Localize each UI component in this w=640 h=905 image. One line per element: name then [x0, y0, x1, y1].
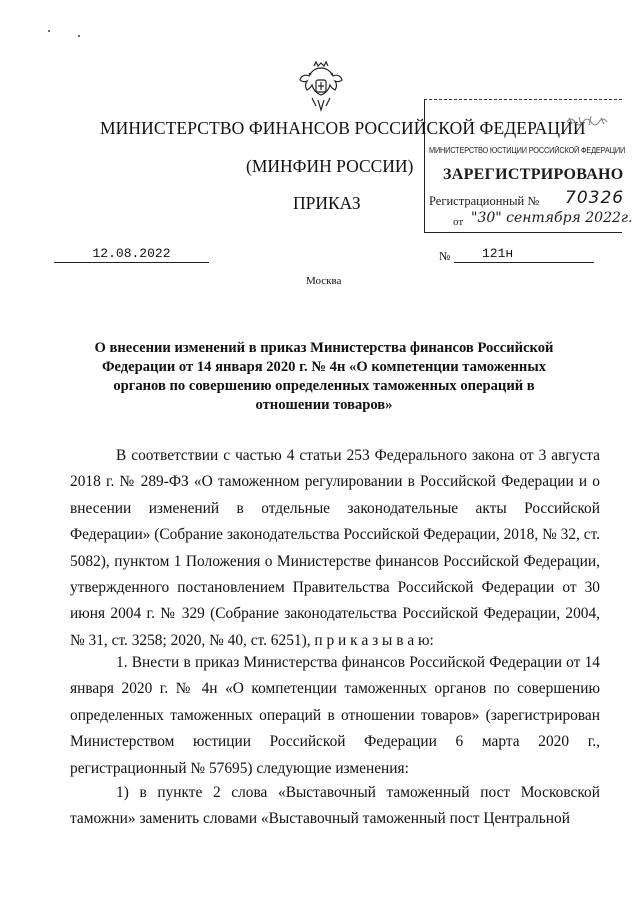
scan-speck [78, 35, 80, 37]
ministry-title: МИНИСТЕРСТВО ФИНАНСОВ РОССИЙСКОЙ ФЕДЕРАЦИИ [100, 118, 586, 138]
city: Москва [306, 275, 342, 287]
order-date: 12.08.2022 [54, 246, 209, 263]
body-paragraph-item-1: 1. Внести в приказ Министерства финансов Российской Федерации от 14 января 2020 г. № 4н «О компетенции таможенных органов по совершению определенных таможенных операций в отношении товаров» (зарегистрирован Министерством юстиции Российской Федерации 6 марта 2020 г., регистрационный № 57695) следующие изменения: [70, 654, 600, 777]
body-paragraph-subitem-1: 1) в пункте 2 слова «Выставочный таможенный пост Московской таможни» заменить словами «Выставочный таможенный пост Центральной [70, 784, 600, 828]
stamp-regnum-value: 70326 [565, 188, 625, 208]
stamp-registered-label: ЗАРЕГИСТРИРОВАНО [443, 166, 624, 183]
stamp-smudge-icon [565, 114, 613, 128]
stamp-ministry-name: МИНИСТЕРСТВО ЮСТИЦИИ РОССИЙСКОЙ ФЕДЕРАЦИИ [429, 146, 626, 155]
order-number: 121н [454, 246, 594, 263]
document-type: ПРИКАЗ [293, 193, 361, 213]
coat-of-arms-icon [298, 60, 344, 112]
registration-stamp [424, 99, 633, 233]
scan-speck [48, 30, 50, 32]
order-heading: О внесении изменений в приказ Министерства финансов Российской Федерации от 14 января 2020 г. № 4н «О компетенции таможенных органов по совершению определенных таможенных операций в отношении товаров» [94, 340, 554, 413]
ministry-short-name: (МИНФИН РОССИИ) [246, 156, 414, 176]
body-paragraph-preamble: В соответствии с частью 4 статьи 253 Федерального закона от 3 августа 2018 г. № 289-ФЗ «О таможенном регулировании в Российской Федерации и о внесении изменений в отдельные законодательные акты Российской Федерации» (Собрание законодательства Российской Федерации, 2018, № 32, ст. 5082), пунктом 1 Положения о Министерстве финансов Российской Федерации, утвержденного постановлением Правительства Российской Федерации от 30 июня 2004 г. № 329 (Собрание законодательства Российской Федерации, 2004, № 31, ст. 3258; 2020, № 40, ст. 6251), п р и к а з ы в а ю: [70, 447, 600, 649]
stamp-date-value: "30" сентября 2022г. [471, 210, 633, 226]
number-sign: № [439, 249, 451, 263]
stamp-regnum-label: Регистрационный № [429, 194, 540, 208]
stamp-date-prefix: от [453, 216, 464, 228]
